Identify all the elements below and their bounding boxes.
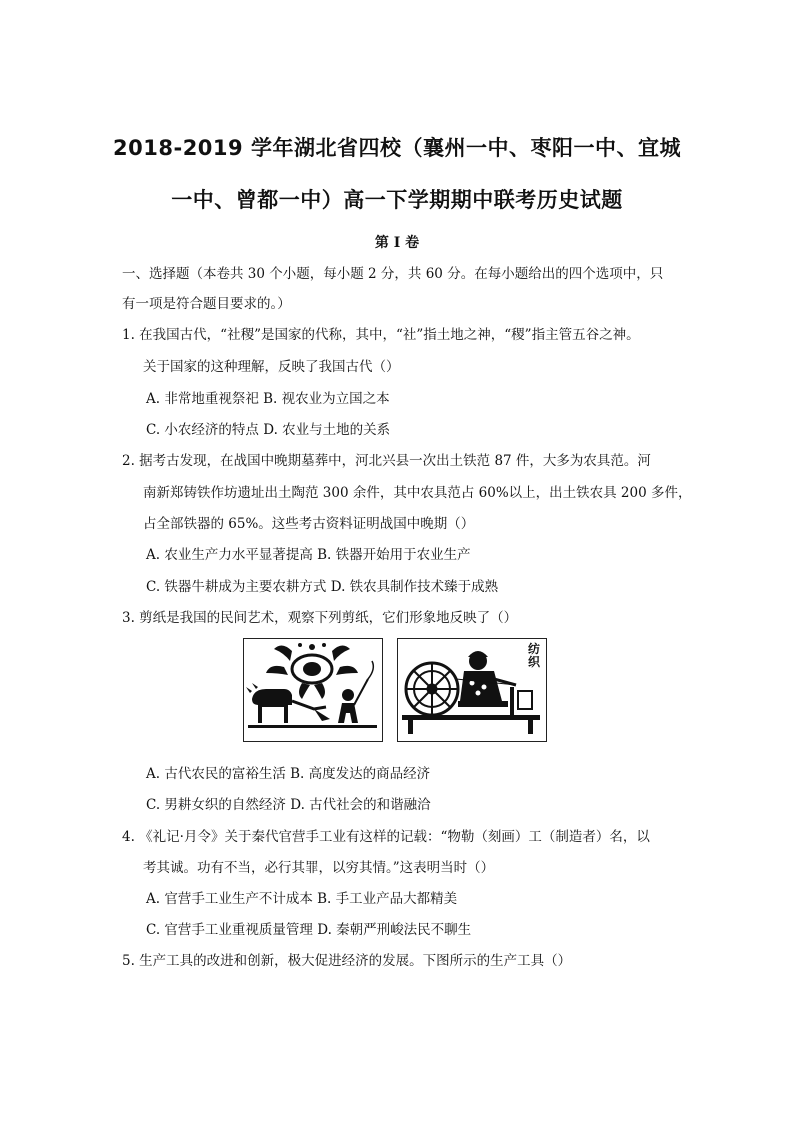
q3-option-ab: A. 古代农民的富裕生活 B. 高度发达的商品经济: [146, 766, 431, 782]
q1-option-cd: C. 小农经济的特点 D. 农业与土地的关系: [146, 422, 391, 438]
document-title-line2: 一中、曾都一中）高一下学期期中联考历史试题: [171, 188, 623, 212]
q3-option-cd: C. 男耕女织的自然经济 D. 古代社会的和谐融洽: [146, 797, 431, 813]
q4-option-ab: A. 官营手工业生产不计成本 B. 手工业产品大都精美: [146, 891, 458, 907]
q2-option-cd: C. 铁器牛耕成为主要农耕方式 D. 铁农具制作技术臻于成熟: [146, 579, 499, 595]
q2-option-ab: A. 农业生产力水平显著提高 B. 铁器开始用于农业生产: [146, 547, 471, 563]
q3-stem-line1: 3. 剪纸是我国的民间艺术，观察下列剪纸，它们形象地反映了（）: [122, 610, 518, 626]
papercut-plowing-image: [243, 638, 383, 742]
q2-stem-line1: 2. 据考古发现，在战国中晚期墓葬中，河北兴县一次出土铁范 87 件，大多为农具范。河: [122, 453, 651, 469]
q4-stem-line2: 考其诚。功有不当，必行其罪，以穷其情。”这表明当时（）: [143, 860, 495, 876]
volume-heading: 第 I 卷: [374, 235, 420, 251]
q4-option-cd: C. 官营手工业重视质量管理 D. 秦朝严刑峻法民不聊生: [146, 922, 472, 938]
q1-option-ab: A. 非常地重视祭祀 B. 视农业为立国之本: [146, 391, 390, 407]
section-instructions-line1: 一、选择题（本卷共 30 个小题，每小题 2 分，共 60 分。在每小题给出的四个选项中，只: [122, 266, 664, 282]
papercut-caption: 纺织: [528, 642, 541, 669]
section-instructions-line2: 有一项是符合题目要求的。）: [122, 296, 291, 312]
document-title-line1: 2018-2019 学年湖北省四校（襄州一中、枣阳一中、宜城: [113, 136, 681, 160]
q1-stem-line2: 关于国家的这种理解，反映了我国古代（）: [143, 359, 400, 375]
papercut-weaving-image: [397, 638, 547, 742]
q2-stem-line2: 南新郑铸铁作坊遗址出土陶范 300 余件，其中农具范占 60%以上，出土铁农具 200 多件，: [143, 485, 692, 501]
q2-stem-line3: 占全部铁器的 65%。这些考古资料证明战国中晚期（）: [143, 516, 475, 532]
q4-stem-line1: 4. 《礼记·月令》关于秦代官营手工业有这样的记载：“物勒（刻画）工（制造者）名，以: [122, 829, 650, 845]
q1-stem-line1: 1. 在我国古代，“社稷”是国家的代称，其中，“社”指土地之神，“稷”指主管五谷之神。: [122, 327, 640, 343]
q5-stem-line1: 5. 生产工具的改进和创新，极大促进经济的发展。下图所示的生产工具（）: [122, 953, 572, 969]
